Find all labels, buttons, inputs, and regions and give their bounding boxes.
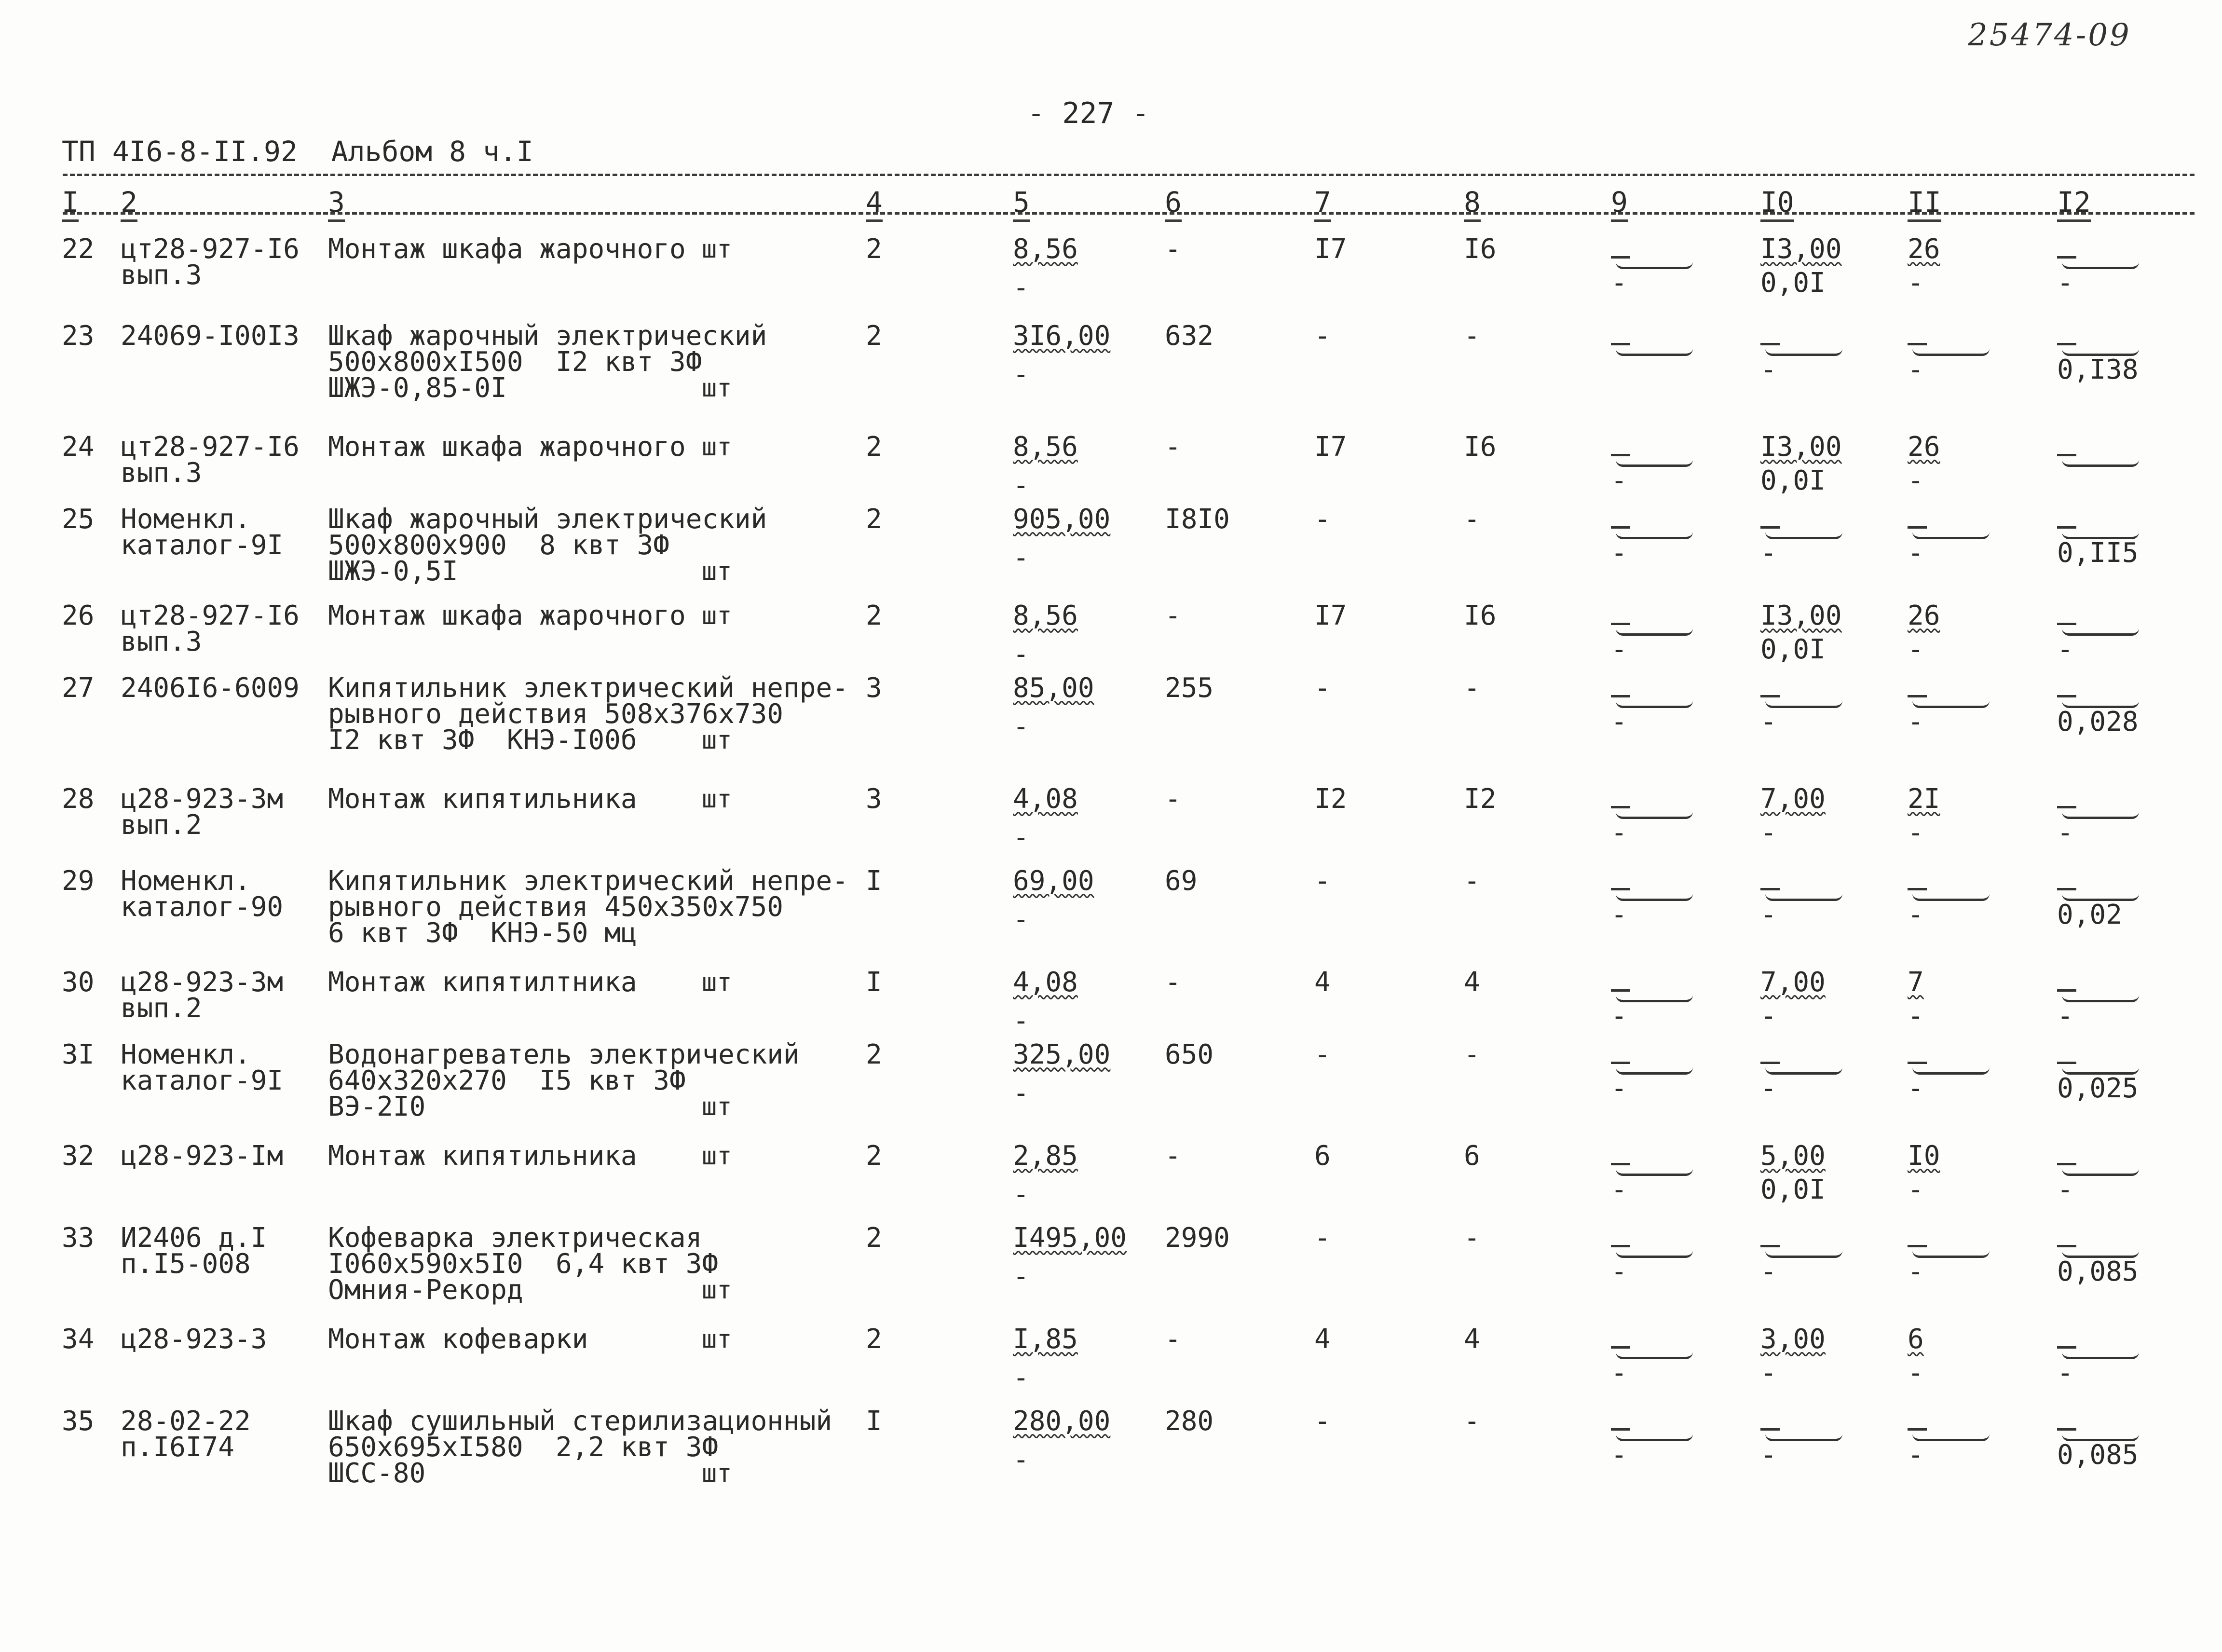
col8-cell: - [1464, 320, 1480, 352]
col11-cell: I0 [1908, 1140, 1940, 1172]
col11-sub-cell: - [1908, 1000, 1924, 1032]
row-number: 33 [62, 1222, 95, 1254]
col11-sub-cell: - [1908, 1073, 1924, 1104]
col9-sub-cell: - [1611, 267, 1627, 299]
column-header-label: I [62, 186, 79, 222]
quantity-cell: 2 [866, 1140, 882, 1172]
code-cell: ц28-923-3м вып.2 [121, 783, 284, 841]
price-cell: 2,85 [1013, 1140, 1078, 1172]
col10-sub-cell: - [1760, 1357, 1777, 1389]
quantity-cell: 3 [866, 672, 882, 704]
column-header-label: II [1908, 186, 1941, 222]
row-number: 26 [62, 600, 95, 631]
table-row [0, 1408, 2222, 1510]
quantity-cell: 3 [866, 783, 882, 815]
row-number: 35 [62, 1406, 95, 1437]
col9-sub-cell: - [1611, 1439, 1627, 1471]
total-cell: 69 [1165, 865, 1198, 897]
unit-cell: шт [702, 1276, 732, 1305]
code-cell: 24069-I00I3 [121, 320, 300, 352]
column-header-4 [866, 186, 883, 218]
col12-sub-cell: 0,02 [2057, 899, 2122, 930]
col12-dash [2057, 443, 2139, 469]
col8-cell: I6 [1464, 233, 1497, 265]
total-cell: 280 [1165, 1406, 1214, 1437]
col8-cell: - [1464, 1039, 1480, 1070]
column-header-label: 3 [328, 186, 345, 222]
column-header-2 [121, 186, 137, 218]
price-cell: 280,00 [1013, 1406, 1111, 1437]
price-cell: 4,08 [1013, 967, 1078, 998]
col10-cell: 7,00 [1760, 783, 1826, 815]
col10-cell: I3,00 [1760, 233, 1842, 265]
column-header-3 [328, 186, 345, 218]
quantity-cell: I [866, 865, 882, 897]
col10-sub-cell: 0,0I [1760, 465, 1826, 496]
col12-sub-cell: 0,028 [2057, 706, 2139, 737]
description-cell: Монтаж кипятильника [328, 1140, 637, 1172]
col8-cell: - [1464, 1406, 1480, 1437]
header-rule-top [63, 174, 2195, 176]
col11-sub-cell: - [1908, 706, 1924, 737]
price-cell: 85,00 [1013, 672, 1094, 704]
description-cell: Водонагреватель электрический 640x320x270 I5 квт 3Ф ВЭ-2I0 [328, 1039, 800, 1122]
table-row [0, 1222, 2222, 1326]
col9-sub-cell: - [1611, 1357, 1627, 1389]
quantity-cell: 2 [866, 1039, 882, 1070]
document-title: ТП 4I6-8-II.92 Альбом 8 ч.I [62, 135, 533, 168]
col9-dash [1611, 332, 1693, 358]
col12-sub-cell: 0,I38 [2057, 354, 2139, 385]
row-number: 29 [62, 865, 95, 897]
col9-sub-cell: - [1611, 1174, 1627, 1205]
col10-sub-cell: - [1760, 1439, 1777, 1471]
col9-sub-cell: - [1611, 1256, 1627, 1287]
col11-sub-cell: - [1908, 817, 1924, 848]
price-cell: 905,00 [1013, 504, 1111, 535]
document-code: 25474-09 [1968, 17, 2131, 53]
total-cell: - [1165, 967, 1181, 998]
table-row [0, 1039, 2222, 1143]
column-header-5 [1013, 186, 1030, 218]
code-cell: цт28-927-I6 вып.3 [121, 233, 300, 291]
col8-cell: I6 [1464, 600, 1497, 631]
col9-sub-cell: - [1611, 634, 1627, 665]
unit-cell: шт [702, 557, 732, 586]
col11-sub-cell: - [1908, 267, 1924, 299]
col10-sub-cell: - [1760, 1256, 1777, 1287]
price-sub-cell: - [1013, 639, 1029, 670]
description-cell: Монтаж кипятильника [328, 783, 637, 815]
col12-sub-cell: - [2057, 1357, 2073, 1389]
unit-cell: шт [702, 433, 732, 462]
col11-cell: 7 [1908, 967, 1924, 998]
col9-sub-cell: - [1611, 817, 1627, 848]
row-number: 30 [62, 967, 95, 998]
col12-sub-cell: - [2057, 634, 2073, 665]
unit-cell: шт [702, 785, 732, 814]
description-cell: Монтаж кофеварки [328, 1324, 588, 1355]
code-cell: ц28-923-Iм [121, 1140, 284, 1172]
quantity-cell: 2 [866, 504, 882, 535]
col11-sub-cell: - [1908, 1174, 1924, 1205]
price-sub-cell: - [1013, 359, 1029, 390]
table-row [0, 865, 2222, 969]
col10-sub-cell: - [1760, 706, 1777, 737]
col12-sub-cell: - [2057, 817, 2073, 848]
col7-cell: I7 [1314, 233, 1347, 265]
col12-sub-cell: 0,025 [2057, 1073, 2139, 1104]
col8-cell: 6 [1464, 1140, 1480, 1172]
col12-sub-cell: - [2057, 1000, 2073, 1032]
row-number: 25 [62, 504, 95, 535]
table-row [0, 506, 2222, 608]
col10-sub-cell: - [1760, 899, 1777, 930]
col7-cell: - [1314, 1406, 1331, 1437]
col7-cell: 4 [1314, 967, 1331, 998]
col8-cell: - [1464, 672, 1480, 704]
col11-cell: 6 [1908, 1324, 1924, 1355]
description-cell: Монтаж кипятилтника [328, 967, 637, 998]
column-header-6 [1165, 186, 1182, 218]
col10-sub-cell: - [1760, 1000, 1777, 1032]
col9-sub-cell: - [1611, 1073, 1627, 1104]
col11-sub-cell: - [1908, 1439, 1924, 1471]
total-cell: - [1165, 1140, 1181, 1172]
column-header-label: 2 [121, 186, 137, 222]
column-header-1 [62, 186, 79, 218]
col7-cell: - [1314, 865, 1331, 897]
col12-sub-cell: - [2057, 1174, 2073, 1205]
price-sub-cell: - [1013, 1078, 1029, 1109]
price-sub-cell: - [1013, 1179, 1029, 1210]
price-sub-cell: - [1013, 822, 1029, 853]
col8-cell: I2 [1464, 783, 1497, 815]
table-row [0, 320, 2222, 424]
col11-cell: 26 [1908, 431, 1940, 463]
unit-cell: шт [702, 374, 732, 403]
code-cell: 28-02-22 п.I6I74 [121, 1406, 251, 1463]
col7-cell: - [1314, 504, 1331, 535]
col10-cell: 7,00 [1760, 967, 1826, 998]
col7-cell: 4 [1314, 1324, 1331, 1355]
col7-cell: - [1314, 1039, 1331, 1070]
quantity-cell: 2 [866, 1324, 882, 1355]
col9-sub-cell: - [1611, 537, 1627, 569]
total-cell: - [1165, 600, 1181, 631]
price-sub-cell: - [1013, 1444, 1029, 1475]
price-sub-cell: - [1013, 1261, 1029, 1292]
col11-sub-cell: - [1908, 1357, 1924, 1389]
col9-sub-cell: - [1611, 706, 1627, 737]
description-cell: Шкаф сушильный стерилизационный 650x695xI580 2,2 квт 3Ф ШСС-80 [328, 1406, 832, 1489]
col8-cell: I6 [1464, 431, 1497, 463]
col11-sub-cell: - [1908, 634, 1924, 665]
col11-sub-cell: - [1908, 354, 1924, 385]
col8-cell: - [1464, 1222, 1480, 1254]
price-cell: 8,56 [1013, 431, 1078, 463]
unit-cell: шт [702, 726, 732, 755]
description-cell: Монтаж шкафа жарочного [328, 600, 686, 631]
column-header-12 [2057, 186, 2091, 218]
col10-sub-cell: - [1760, 817, 1777, 848]
column-header-label: I0 [1760, 186, 1794, 222]
unit-cell: шт [702, 968, 732, 997]
col11-cell: 26 [1908, 600, 1940, 631]
col11-cell: 26 [1908, 233, 1940, 265]
row-number: 24 [62, 431, 95, 463]
total-cell: 650 [1165, 1039, 1214, 1070]
unit-cell: шт [702, 1325, 732, 1354]
total-cell: 2990 [1165, 1222, 1230, 1254]
price-cell: 8,56 [1013, 233, 1078, 265]
col12-sub-cell: 0,085 [2057, 1439, 2139, 1471]
col10-sub-cell: - [1760, 354, 1777, 385]
quantity-cell: 2 [866, 431, 882, 463]
col11-cell: 2I [1908, 783, 1940, 815]
row-number: 3I [62, 1039, 95, 1070]
description-cell: Монтаж шкафа жарочного [328, 233, 686, 265]
col10-cell: I3,00 [1760, 431, 1842, 463]
col11-sub-cell: - [1908, 899, 1924, 930]
unit-cell: шт [702, 1459, 732, 1488]
col7-cell: I2 [1314, 783, 1347, 815]
price-cell: 4,08 [1013, 783, 1078, 815]
col7-cell: 6 [1314, 1140, 1331, 1172]
price-cell: 3I6,00 [1013, 320, 1111, 352]
table-row [0, 672, 2222, 777]
col10-sub-cell: - [1760, 1073, 1777, 1104]
column-header-label: 6 [1165, 186, 1182, 222]
column-header-8 [1464, 186, 1481, 218]
description-cell: Кипятильник электрический непре- рывного действия 508x376x730 I2 квт 3Ф КНЭ-I00б [328, 672, 848, 756]
col11-sub-cell: - [1908, 1256, 1924, 1287]
col11-sub-cell: - [1908, 465, 1924, 496]
unit-cell: шт [702, 601, 732, 630]
price-sub-cell: - [1013, 272, 1029, 303]
description-cell: Шкаф жарочный электрический 500x800x900 8 квт 3Ф ШЖЭ-0,5I [328, 504, 767, 587]
quantity-cell: 2 [866, 233, 882, 265]
price-cell: 325,00 [1013, 1039, 1111, 1070]
row-number: 23 [62, 320, 95, 352]
col8-cell: - [1464, 504, 1480, 535]
col7-cell: I7 [1314, 600, 1347, 631]
col8-cell: 4 [1464, 967, 1480, 998]
total-cell: I8I0 [1165, 504, 1230, 535]
price-cell: 8,56 [1013, 600, 1078, 631]
description-cell: Шкаф жарочный электрический 500x800xI500 I2 квт 3Ф ШЖЭ-0,85-0I [328, 320, 767, 404]
description-cell: Кипятильник электрический непре- рывного действия 450x350x750 6 квт 3Ф КНЭ-50 мц [328, 865, 848, 949]
col10-cell: 3,00 [1760, 1324, 1826, 1355]
quantity-cell: 2 [866, 600, 882, 631]
column-header-label: I2 [2057, 186, 2091, 222]
column-header-label: 4 [866, 186, 883, 222]
price-sub-cell: - [1013, 1362, 1029, 1393]
column-header-label: 7 [1314, 186, 1331, 222]
column-header-9 [1611, 186, 1628, 218]
price-sub-cell: - [1013, 470, 1029, 501]
price-sub-cell: - [1013, 711, 1029, 742]
column-header-11 [1908, 186, 1941, 218]
description-cell: Кофеварка электрическая I060x590x5I0 6,4 квт 3Ф Омния-Рекорд [328, 1222, 719, 1306]
col10-sub-cell: 0,0I [1760, 1174, 1826, 1205]
column-header-label: 8 [1464, 186, 1481, 222]
col12-sub-cell: 0,085 [2057, 1256, 2139, 1287]
code-cell: Номенкл. каталог-90 [121, 865, 284, 923]
col11-sub-cell: - [1908, 537, 1924, 569]
col9-sub-cell: - [1611, 1000, 1627, 1032]
quantity-cell: I [866, 967, 882, 998]
col10-cell: 5,00 [1760, 1140, 1826, 1172]
price-sub-cell: - [1013, 904, 1029, 935]
header-rule-bottom [63, 212, 2195, 215]
col8-cell: - [1464, 865, 1480, 897]
price-sub-cell: - [1013, 542, 1029, 573]
col7-cell: - [1314, 1222, 1331, 1254]
price-cell: I495,00 [1013, 1222, 1127, 1254]
col10-sub-cell: 0,0I [1760, 267, 1826, 299]
total-cell: - [1165, 1324, 1181, 1355]
col9-sub-cell: - [1611, 899, 1627, 930]
column-header-label: 5 [1013, 186, 1030, 222]
col8-cell: 4 [1464, 1324, 1480, 1355]
code-cell: ц28-923-3 [121, 1324, 267, 1355]
unit-cell: шт [702, 1092, 732, 1121]
total-cell: - [1165, 783, 1181, 815]
code-cell: ц28-923-3м вып.2 [121, 967, 284, 1024]
price-cell: I,85 [1013, 1324, 1078, 1355]
row-number: 27 [62, 672, 95, 704]
col7-cell: - [1314, 320, 1331, 352]
quantity-cell: I [866, 1406, 882, 1437]
code-cell: И2406 д.I п.I5-008 [121, 1222, 267, 1280]
total-cell: 255 [1165, 672, 1214, 704]
price-sub-cell: - [1013, 1005, 1029, 1037]
row-number: 28 [62, 783, 95, 815]
code-cell: 2406I6-6009 [121, 672, 300, 704]
col10-sub-cell: - [1760, 537, 1777, 569]
row-number: 32 [62, 1140, 95, 1172]
column-header-10 [1760, 186, 1794, 218]
price-cell: 69,00 [1013, 865, 1094, 897]
code-cell: цт28-927-I6 вып.3 [121, 431, 300, 489]
quantity-cell: 2 [866, 320, 882, 352]
column-header-label: 9 [1611, 186, 1628, 222]
quantity-cell: 2 [866, 1222, 882, 1254]
code-cell: Номенкл. каталог-9I [121, 1039, 284, 1096]
total-cell: - [1165, 233, 1181, 265]
col7-cell: - [1314, 672, 1331, 704]
col12-sub-cell: - [2057, 267, 2073, 299]
total-cell: - [1165, 431, 1181, 463]
unit-cell: шт [702, 1142, 732, 1171]
page-number: - 227 - [1027, 96, 1149, 130]
code-cell: цт28-927-I6 вып.3 [121, 600, 300, 657]
col10-cell: I3,00 [1760, 600, 1842, 631]
col10-sub-cell: 0,0I [1760, 634, 1826, 665]
column-header-7 [1314, 186, 1331, 218]
code-cell: Номенкл. каталог-9I [121, 504, 284, 561]
col9-sub-cell: - [1611, 465, 1627, 496]
col12-sub-cell: 0,II5 [2057, 537, 2139, 569]
row-number: 22 [62, 233, 95, 265]
unit-cell: шт [702, 235, 732, 264]
description-cell: Монтаж шкафа жарочного [328, 431, 686, 463]
col7-cell: I7 [1314, 431, 1347, 463]
row-number: 34 [62, 1324, 95, 1355]
total-cell: 632 [1165, 320, 1214, 352]
